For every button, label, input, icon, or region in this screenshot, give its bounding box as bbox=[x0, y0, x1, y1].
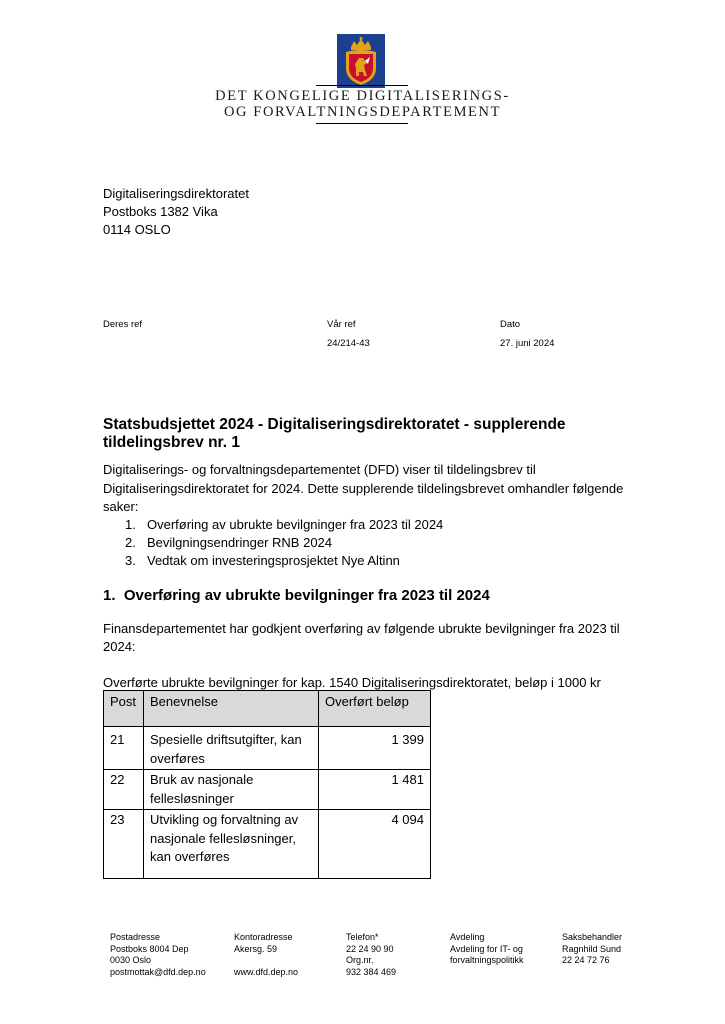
list-item bbox=[125, 516, 443, 534]
department-name-line-1: DET KONGELIGE DIGITALISERINGS- bbox=[215, 88, 510, 104]
department-name-line-2: OG FORVALTNINGSDEPARTEMENT bbox=[223, 104, 502, 120]
footer-kontoradresse-line: Akersg. 59 bbox=[234, 943, 278, 954]
intro-line-2: Digitaliseringsdirektoratet for 2024. Dette supplerende tildelingsbrevet omhandler følgende bbox=[103, 480, 624, 496]
table-row bbox=[104, 770, 431, 810]
footer-kontoradresse bbox=[234, 932, 298, 979]
dato-label: Dato bbox=[500, 319, 521, 330]
letter-title: Statsbudsjettet 2024 - Digitaliseringsdirektoratet - supplerende tildelingsbrev nr. 1 bbox=[103, 416, 566, 451]
list-item bbox=[125, 534, 332, 552]
cell-benevnelse: Spesielle driftsutgifter, kan overføres bbox=[144, 727, 319, 770]
footer-email: postmottak@dfd.dep.no bbox=[110, 967, 206, 978]
footer-telefon bbox=[346, 932, 396, 979]
list-item-number: 3. bbox=[125, 553, 136, 568]
footer-orgnr-label: Org.nr. bbox=[346, 955, 374, 966]
cell-post: 22 bbox=[104, 770, 144, 810]
header-rule-bottom bbox=[316, 123, 408, 124]
footer-spacer bbox=[234, 955, 298, 967]
footer-postadresse-line: 0030 Oslo bbox=[110, 955, 152, 966]
recipient-address: Postboks 1382 Vika bbox=[103, 204, 218, 219]
cell-post: 23 bbox=[104, 810, 144, 879]
section-1-heading: 1. Overføring av ubrukte bevilgninger fra 2023 til 2024 bbox=[103, 587, 490, 604]
table-caption: Overførte ubrukte bevilgninger for kap. 1540 Digitaliseringsdirektoratet, beløp i 1000 kr bbox=[103, 675, 601, 690]
section-1-para-line-1: Finansdepartementet har godkjent overføring av følgende ubrukte bevilgninger fra 2023 til bbox=[103, 621, 620, 636]
intro-line-1: Digitaliserings- og forvaltningsdepartementet (DFD) viser til tildelingsbrev til bbox=[103, 462, 536, 477]
list-item-text: Vedtak om investeringsprosjektet Nye Altinn bbox=[147, 553, 400, 568]
cell-benevnelse: Utvikling og forvaltning av nasjonale fellesløsninger, kan overføres bbox=[144, 810, 319, 879]
recipient-name: Digitaliseringsdirektoratet bbox=[103, 186, 249, 201]
footer-postadresse bbox=[110, 932, 206, 979]
cell-post: 21 bbox=[104, 727, 144, 770]
footer-orgnr-value: 932 384 469 bbox=[346, 967, 397, 978]
list-item-text: Overføring av ubrukte bevilgninger fra 2023 til 2024 bbox=[147, 517, 444, 532]
deres-ref-label: Deres ref bbox=[103, 319, 143, 330]
dato-value: 27. juni 2024 bbox=[500, 338, 555, 349]
footer-saksbehandler-label: Saksbehandler bbox=[562, 932, 623, 942]
footer-postadresse-line: Postboks 8004 Dep bbox=[110, 943, 189, 954]
footer-saksbehandler-phone: 22 24 72 76 bbox=[562, 955, 610, 966]
cell-benevnelse: Bruk av nasjonale fellesløsninger bbox=[144, 770, 319, 810]
header-post: Post bbox=[104, 691, 144, 727]
header-benevnelse: Benevnelse bbox=[144, 691, 319, 727]
intro-line-3: saker: bbox=[103, 499, 139, 514]
royal-crest-logo bbox=[337, 34, 385, 88]
footer-saksbehandler-name: Ragnhild Sund bbox=[562, 943, 622, 954]
recipient-postal: 0114 OSLO bbox=[103, 222, 171, 237]
table-header-row bbox=[104, 691, 431, 727]
list-item-number: 1. bbox=[125, 517, 136, 532]
appropriations-table bbox=[103, 690, 431, 879]
header-belop: Overført beløp bbox=[319, 691, 431, 727]
footer-telefon-value: 22 24 90 90 bbox=[346, 943, 394, 954]
list-item-text: Bevilgningsendringer RNB 2024 bbox=[147, 535, 333, 550]
table-row bbox=[104, 727, 431, 770]
var-ref-value: 24/214-43 bbox=[327, 338, 370, 349]
header-rule-top bbox=[316, 85, 408, 86]
var-ref-label: Vår ref bbox=[327, 319, 356, 330]
footer-telefon-label: Telefon* bbox=[346, 932, 379, 942]
list-item-number: 2. bbox=[125, 535, 136, 550]
footer-avdeling-line: forvaltningspolitikk bbox=[450, 955, 524, 966]
cell-belop: 4 094 bbox=[319, 810, 431, 879]
footer-avdeling bbox=[450, 932, 524, 967]
table-row bbox=[104, 810, 431, 879]
list-item bbox=[125, 552, 400, 570]
footer-kontoradresse-label: Kontoradresse bbox=[234, 932, 293, 942]
footer-postadresse-label: Postadresse bbox=[110, 932, 161, 942]
cell-belop: 1 399 bbox=[319, 727, 431, 770]
footer-saksbehandler bbox=[562, 932, 622, 967]
footer-avdeling-line: Avdeling for IT- og bbox=[450, 943, 523, 954]
footer-website: www.dfd.dep.no bbox=[234, 967, 299, 978]
cell-belop: 1 481 bbox=[319, 770, 431, 810]
section-1-para-line-2: 2024: bbox=[103, 639, 136, 654]
footer-avdeling-label: Avdeling bbox=[450, 932, 485, 942]
